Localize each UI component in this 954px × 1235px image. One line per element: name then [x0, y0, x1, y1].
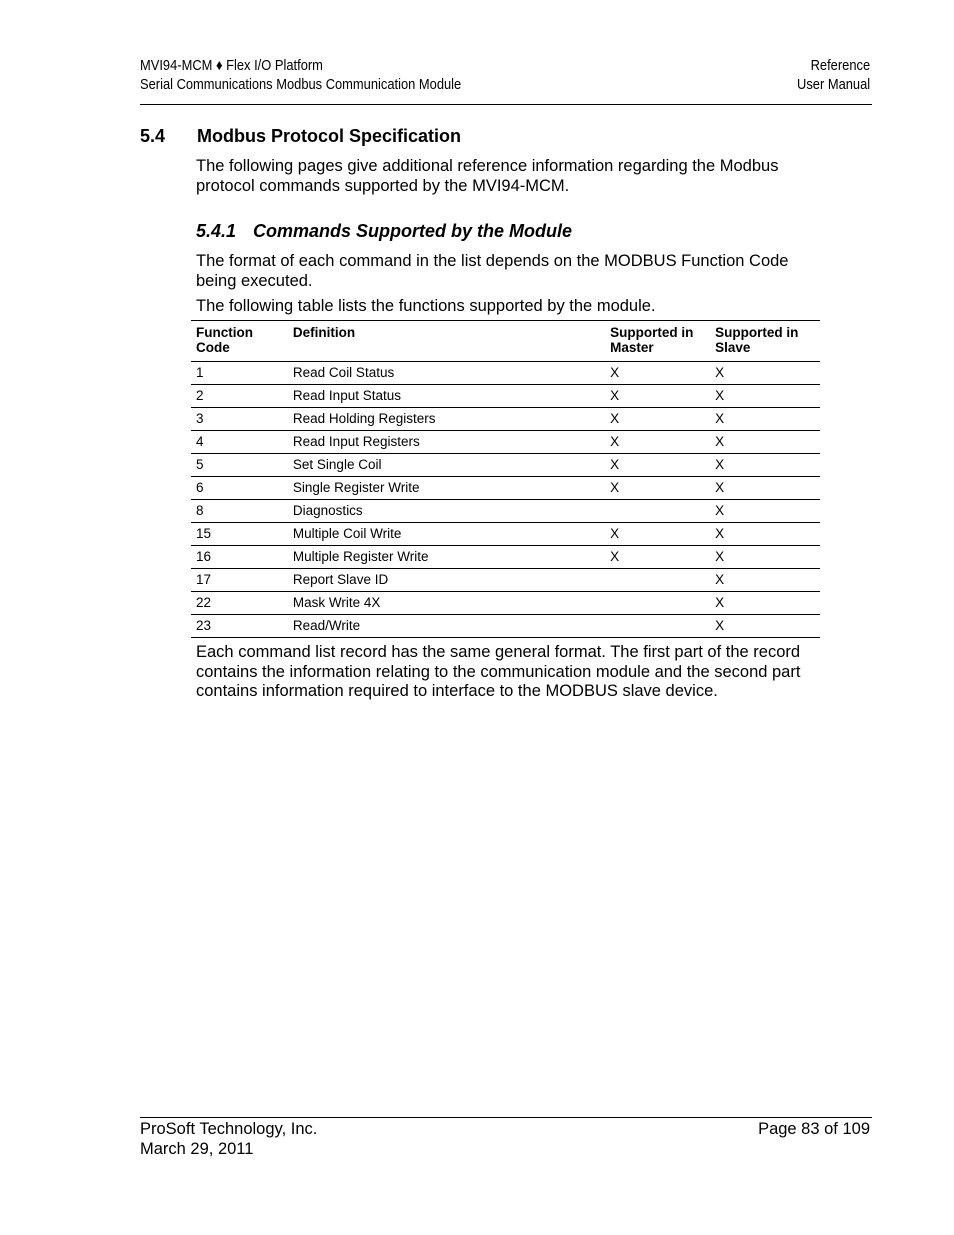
cell-definition: Multiple Register Write — [288, 546, 605, 569]
commands-table — [191, 320, 820, 638]
cell-function-code: 16 — [191, 546, 288, 569]
subsection-paragraph-1: The format of each command in the list depends on the MODBUS Function Code being executed. — [196, 252, 789, 290]
table-row — [191, 523, 820, 546]
cell-slave: X — [710, 500, 820, 523]
table-body — [191, 362, 820, 638]
cell-definition: Mask Write 4X — [288, 592, 605, 615]
table-header-row — [191, 321, 820, 362]
header-module: Serial Communications Modbus Communication Module — [140, 76, 462, 93]
cell-definition: Read Coil Status — [288, 362, 605, 385]
cell-master — [605, 592, 710, 615]
cell-slave: X — [710, 615, 820, 638]
table-row — [191, 431, 820, 454]
cell-definition: Single Register Write — [288, 477, 605, 500]
subsection-number: 5.4.1 — [196, 221, 237, 241]
header-divider — [140, 104, 872, 105]
table-row — [191, 546, 820, 569]
table-row — [191, 362, 820, 385]
cell-function-code: 22 — [191, 592, 288, 615]
section-intro: The following pages give additional reference information regarding the Modbus protocol commands supported by the MVI94-MCM. — [196, 157, 779, 195]
cell-definition: Read Holding Registers — [288, 408, 605, 431]
table-row — [191, 385, 820, 408]
cell-function-code: 1 — [191, 362, 288, 385]
cell-slave: X — [710, 546, 820, 569]
cell-definition: Read Input Status — [288, 385, 605, 408]
table-row — [191, 500, 820, 523]
header-doc-type: User Manual — [796, 76, 871, 93]
cell-master: X — [605, 385, 710, 408]
table-row — [191, 569, 820, 592]
table-row — [191, 615, 820, 638]
cell-master: X — [605, 454, 710, 477]
cell-function-code: 3 — [191, 408, 288, 431]
subsection-paragraph-2: The following table lists the functions supported by the module. — [196, 297, 656, 315]
cell-function-code: 2 — [191, 385, 288, 408]
cell-master: X — [605, 408, 710, 431]
footer-page-number: Page 83 of 109 — [758, 1120, 870, 1138]
header-slave: Supported in Slave — [715, 325, 799, 355]
footer-company: ProSoft Technology, Inc. — [140, 1120, 318, 1138]
cell-master: X — [605, 362, 710, 385]
cell-function-code: 23 — [191, 615, 288, 638]
cell-definition: Multiple Coil Write — [288, 523, 605, 546]
cell-function-code: 6 — [191, 477, 288, 500]
cell-slave: X — [710, 431, 820, 454]
table-row — [191, 592, 820, 615]
footer-divider — [140, 1117, 872, 1118]
page-footer — [140, 1120, 870, 1159]
cell-definition: Diagnostics — [288, 500, 605, 523]
cell-master: X — [605, 546, 710, 569]
cell-slave: X — [710, 592, 820, 615]
cell-slave: X — [710, 523, 820, 546]
cell-slave: X — [710, 362, 820, 385]
cell-function-code: 17 — [191, 569, 288, 592]
cell-function-code: 4 — [191, 431, 288, 454]
cell-function-code: 8 — [191, 500, 288, 523]
table-row — [191, 454, 820, 477]
section-heading — [140, 126, 461, 147]
cell-definition: Read/Write — [288, 615, 605, 638]
header-master: Supported in Master — [610, 325, 694, 355]
subsection-title: Commands Supported by the Module — [253, 221, 573, 241]
cell-slave: X — [710, 454, 820, 477]
cell-slave: X — [710, 569, 820, 592]
subsection-heading — [196, 221, 572, 242]
footer-date: March 29, 2011 — [140, 1139, 254, 1158]
cell-master — [605, 500, 710, 523]
header-function-code: Function Code — [196, 325, 253, 355]
cell-slave: X — [710, 477, 820, 500]
cell-slave: X — [710, 385, 820, 408]
section-title: Modbus Protocol Specification — [197, 126, 462, 146]
page-header — [140, 56, 870, 94]
closing-paragraph: Each command list record has the same general format. The first part of the record contains the information relating to the communication module and the second part contains information required to interface to the MODBUS slave device. — [196, 643, 801, 700]
header-product: MVI94-MCM ♦ Flex I/O Platform — [140, 57, 323, 74]
header-section: Reference — [810, 57, 871, 74]
cell-master — [605, 569, 710, 592]
cell-master: X — [605, 431, 710, 454]
cell-slave: X — [710, 408, 820, 431]
cell-master — [605, 615, 710, 638]
cell-definition: Report Slave ID — [288, 569, 605, 592]
cell-function-code: 15 — [191, 523, 288, 546]
table-row — [191, 477, 820, 500]
cell-master: X — [605, 523, 710, 546]
cell-definition: Set Single Coil — [288, 454, 605, 477]
table-row — [191, 408, 820, 431]
cell-master: X — [605, 477, 710, 500]
header-definition: Definition — [292, 325, 356, 340]
section-number: 5.4 — [140, 126, 166, 146]
cell-definition: Read Input Registers — [288, 431, 605, 454]
cell-function-code: 5 — [191, 454, 288, 477]
